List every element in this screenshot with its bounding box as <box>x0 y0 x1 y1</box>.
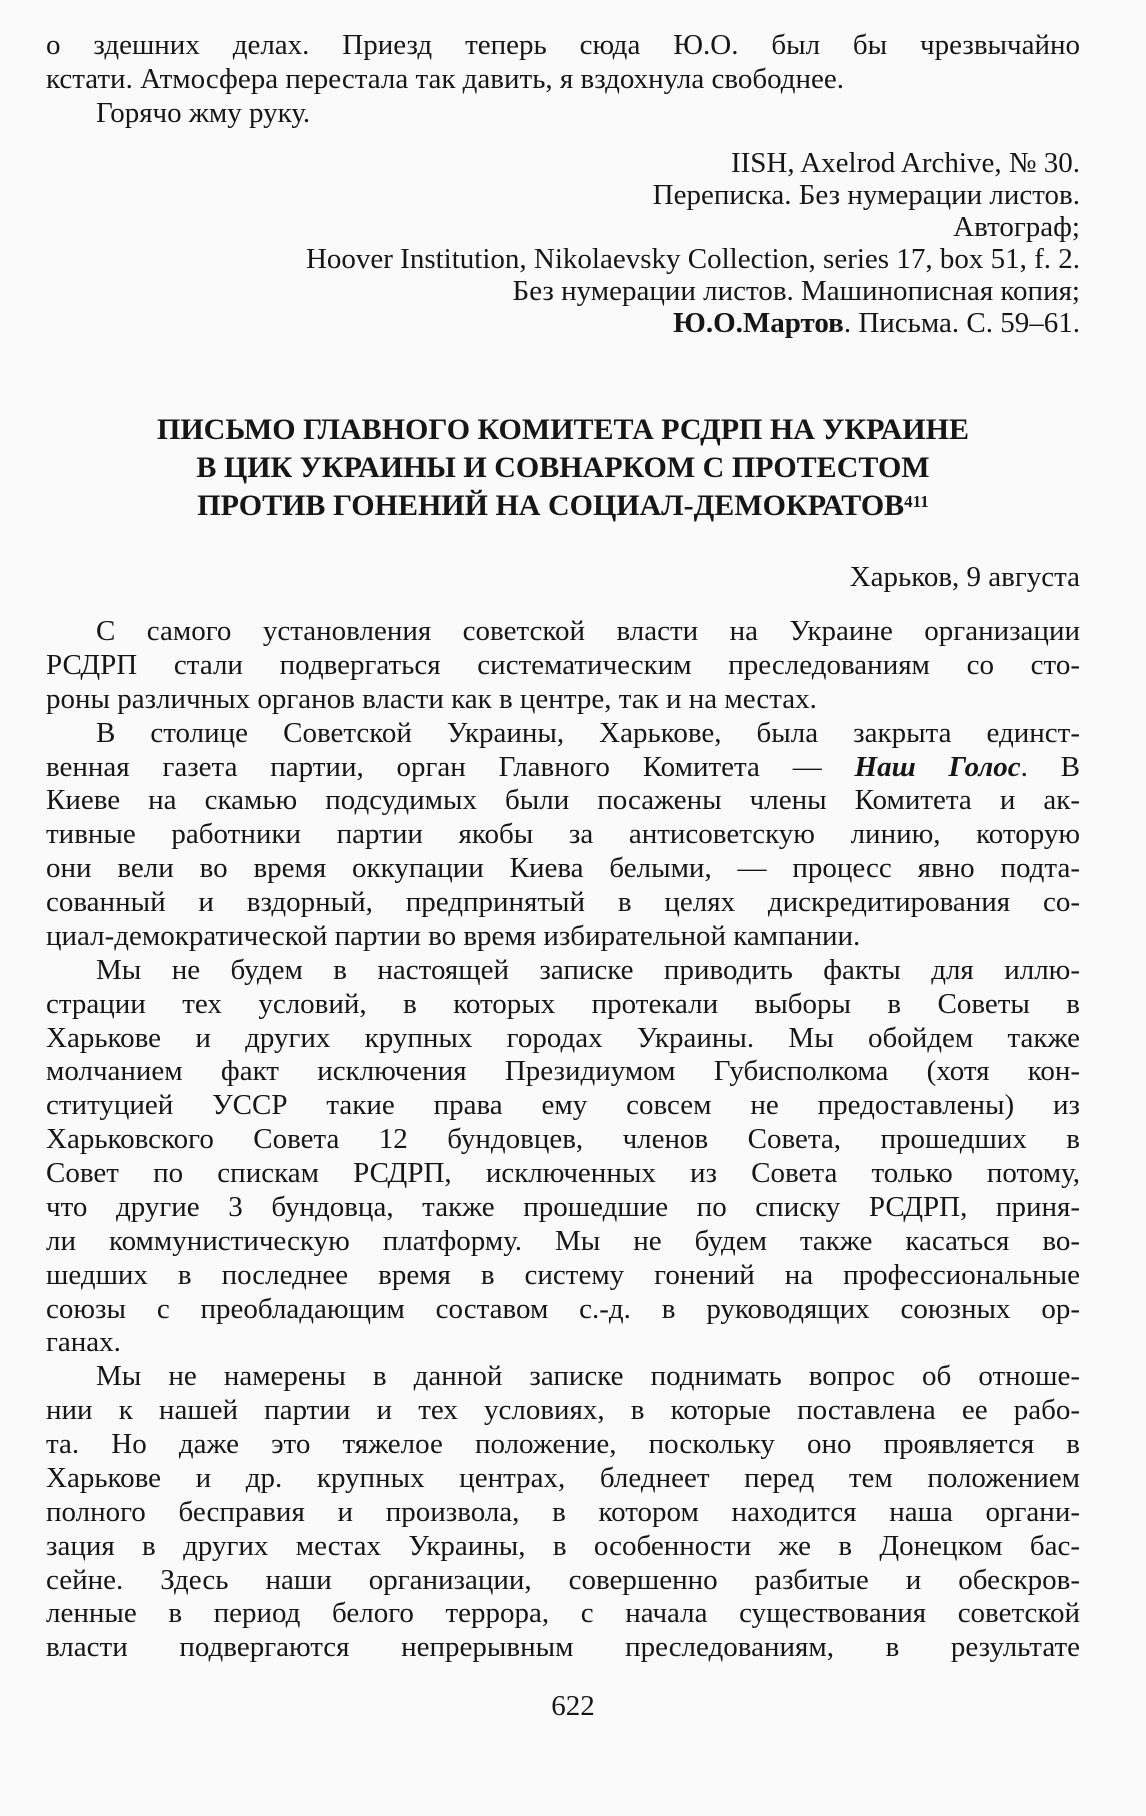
title-line <box>46 411 1080 449</box>
source-text: IISH, Axelrod Archive, № 30. <box>730 147 1080 179</box>
closing-line: Горячо жму руку. <box>96 97 311 129</box>
place-date: Харьков, 9 августа <box>849 561 1080 593</box>
body-line: ленные в период белого террора, с начала существования советской <box>46 1597 1080 1630</box>
body-line: циал-демократической партии во время избирательной кампании. <box>46 919 861 952</box>
body-line: сованный и вздорный, предпринятый в целях дискредитирования со- <box>46 886 1080 918</box>
body-line: нии к нашей партии и тех условиях, в которые поставлена ее рабо- <box>46 1394 1080 1427</box>
body-line: Харькове и др. крупных центрах, бледнеет перед тем положением <box>46 1461 1080 1494</box>
source-text: Переписка. Без нумерации листов. <box>652 179 1080 211</box>
place-date-block <box>46 560 1080 594</box>
body-line: что другие 3 бундовца, также прошедшие по списку РСДРП, приня- <box>46 1190 1080 1223</box>
body-line: союзы с преобладающим составом с.-д. в руководящих союзных ор- <box>46 1292 1080 1325</box>
source-text: Hoover Institution, Nikolaevsky Collection, series 17, box 51, f. 2. <box>305 243 1080 275</box>
body-line: В столице Советской Украины, Харькове, была закрыта единст- <box>96 716 1080 749</box>
body-line: страции тех условий, в которых протекали выборы в Советы в <box>46 987 1080 1020</box>
text-segment: . В <box>1020 750 1081 783</box>
body-line: роны различных органов власти как в центре, так и на местах. <box>46 682 817 715</box>
archival-sources <box>46 147 1080 339</box>
letter-ending <box>46 28 1080 130</box>
body-line: шедших в последнее время в систему гонений на профессиональные <box>46 1258 1080 1291</box>
body-line: Киеве на скамью подсудимых были посажены члены Комитета и ак- <box>46 784 1080 817</box>
title-text: ПИСЬМО ГЛАВНОГО КОМИТЕТА РСДРП НА УКРАИНЕ <box>156 413 969 446</box>
body-line: С самого установления советской власти на Украине организации <box>96 615 1080 647</box>
letter-body <box>46 615 1080 1665</box>
document-title <box>46 411 1080 525</box>
text-line: о здешних делах. Приезд теперь сюда Ю.О. был бы чрезвычайно <box>46 29 1080 61</box>
body-line: РСДРП стали подвергаться систематическим преследованиям со сто- <box>46 648 1080 681</box>
source-text: Автограф; <box>953 211 1080 243</box>
footnote-marker: 411 <box>904 492 929 511</box>
page-number: 622 <box>551 1690 595 1722</box>
body-line: сейне. Здесь наши организации, совершенно разбитые и обескров- <box>46 1563 1080 1596</box>
title-text: В ЦИК УКРАИНЫ И СОВНАРКОМ С ПРОТЕСТОМ <box>196 451 930 484</box>
title-line <box>46 487 1080 525</box>
text-segment: венная газета партии, орган Главного Комитета — <box>46 750 855 783</box>
body-line: Харькове и других крупных городах Украины. Мы обойдем также <box>46 1021 1080 1054</box>
body-line: власти подвергаются непрерывным преследованиям, в результате <box>46 1631 1080 1664</box>
source-line <box>46 147 1080 179</box>
source-line <box>46 211 1080 243</box>
body-line: Совет по спискам РСДРП, исключенных из Совета только потому, <box>46 1157 1080 1189</box>
body-line: Харьковского Совета 12 бундовцев, членов Совета, прошедших в <box>46 1123 1080 1156</box>
body-line: ституцией УССР такие права ему совсем не предоставлены) из <box>46 1089 1080 1122</box>
source-line <box>46 243 1080 275</box>
source-line <box>46 307 1080 339</box>
title-text: ПРОТИВ ГОНЕНИЙ НА СОЦИАЛ-ДЕМОКРАТОВ <box>197 489 905 522</box>
body-line: полного бесправия и произвола, в котором находится наша органи- <box>46 1495 1080 1528</box>
source-text: . Письма. С. 59–61. <box>843 307 1080 339</box>
source-line <box>46 179 1080 211</box>
newspaper-title: Наш Голос <box>854 750 1021 783</box>
source-author: Ю.О.Мартов <box>673 307 844 339</box>
body-line: ли коммунистическую платформу. Мы не будем также касаться во- <box>46 1224 1080 1257</box>
body-line: молчанием факт исключения Президиумом Губисполкома (хотя кон- <box>46 1055 1080 1088</box>
body-line <box>46 751 1080 785</box>
source-text: Без нумерации листов. Машинописная копия; <box>512 275 1080 307</box>
title-line <box>46 449 1080 487</box>
source-line <box>46 275 1080 307</box>
body-line: они вели во время оккупации Киева белыми, — процесс явно подта- <box>46 852 1080 885</box>
body-line: зация в других местах Украины, в особенности же в Донецком бас- <box>46 1529 1080 1562</box>
body-line: тивные работники партии якобы за антисоветскую линию, которую <box>46 818 1080 851</box>
body-line: ганах. <box>46 1326 121 1359</box>
body-line: Мы не намерены в данной записке поднимать вопрос об отноше- <box>96 1360 1080 1393</box>
body-line: та. Но даже это тяжелое положение, поскольку оно проявляется в <box>46 1428 1080 1460</box>
body-line: Мы не будем в настоящей записке приводить факты для иллю- <box>96 953 1080 986</box>
text-line: кстати. Атмосфера перестала так давить, я вздохнула свободнее. <box>46 63 845 95</box>
